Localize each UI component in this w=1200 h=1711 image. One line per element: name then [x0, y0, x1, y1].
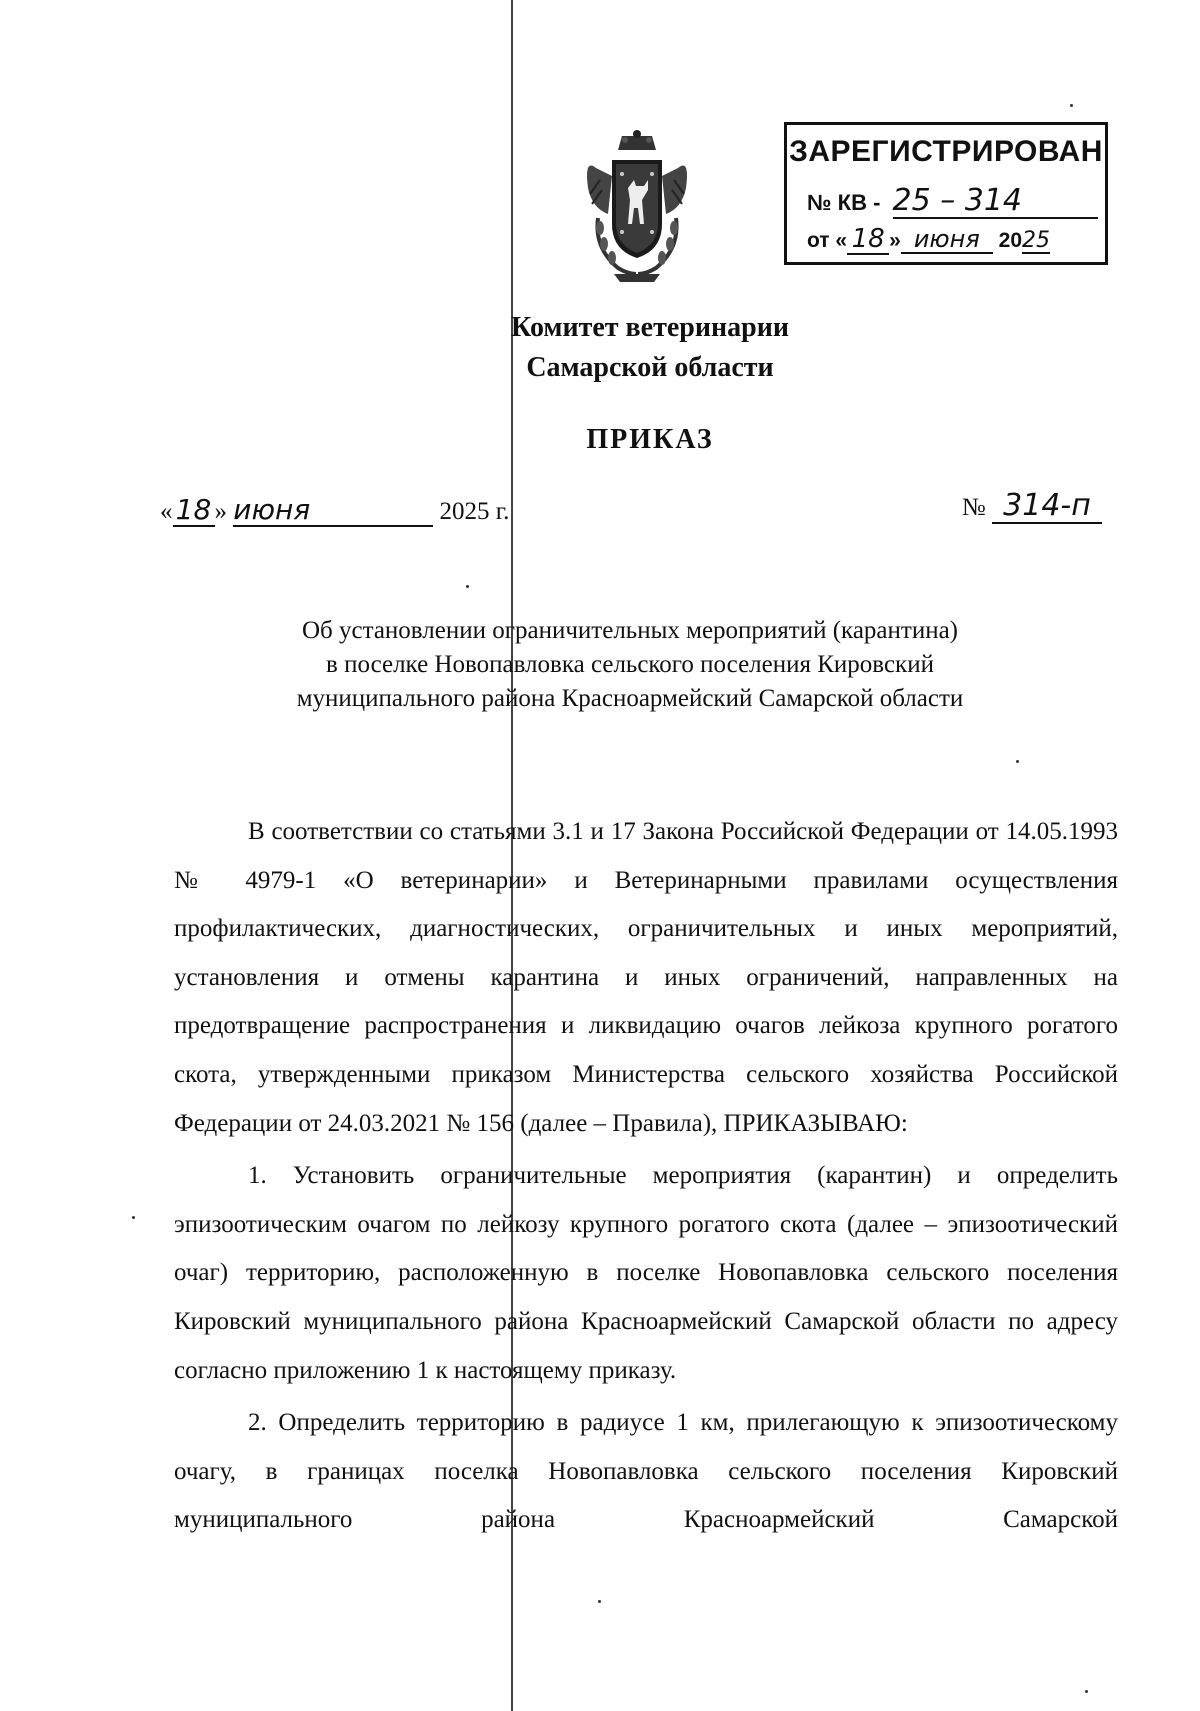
order-number-prefix: № — [961, 494, 986, 521]
subject-line-1: Об установлении ограничительных мероприятий (карантина) — [301, 617, 959, 644]
stamp-date-month: июня — [913, 225, 980, 253]
stamp-number-value: 25 – 314 — [892, 183, 1023, 218]
stamp-date-mid: » — [889, 229, 901, 252]
subject-line-3: муниципального района Красноармейский Самарской области — [296, 685, 964, 712]
issuer-line-1: Комитет ветеринарии — [511, 312, 789, 343]
date-open-quote: « — [160, 498, 173, 525]
stamp-date-line — [807, 225, 1050, 255]
scan-speck — [1070, 104, 1073, 107]
issuer-heading — [0, 308, 1200, 388]
scan-speck — [1085, 1690, 1088, 1693]
subject-line-2: в поселке Новопавловка сельского поселения Кировский — [326, 651, 934, 678]
document-type-title: ПРИКАЗ — [586, 424, 714, 455]
issuer-line-2: Самарской области — [526, 352, 774, 383]
date-day: 18 — [175, 493, 212, 526]
stamp-date-year-suffix: 25 — [1022, 228, 1050, 253]
stamp-number-prefix: № КВ - — [807, 190, 881, 215]
scan-speck — [1016, 760, 1019, 763]
stamp-date-day: 18 — [851, 224, 885, 254]
scan-speck — [598, 1600, 601, 1603]
stamp-title: ЗАРЕГИСТРИРОВАН — [789, 135, 1103, 168]
coat-of-arms-emblem — [578, 128, 696, 286]
scan-speck — [132, 1216, 135, 1219]
registration-stamp — [784, 122, 1108, 265]
order-date — [160, 495, 509, 527]
date-close-quote: » — [214, 498, 227, 525]
stamp-number-line — [807, 185, 1098, 219]
date-year: 2025 г. — [439, 498, 510, 525]
order-number-value: 314-п — [1003, 488, 1091, 523]
body-paragraph-item-1: 1. Установить ограничительные мероприятия (карантин) и определить эпизоотическим очагом по лейкозу крупного рогатого скота (далее – эпизоотический очаг) территорию, расположенную в поселке Новопавловка сельского поселения Кировский муниципального района Красноармейский Самарской области по адресу согласно приложению 1 к настоящему приказу. — [174, 1162, 1118, 1384]
order-number — [962, 490, 1102, 524]
order-subject — [160, 614, 1100, 716]
body-paragraph-preamble: В соответствии со статьями 3.1 и 17 Закона Российской Федерации от 14.05.1993 № 4979-1 «О ветеринарии» и Ветеринарными правилами осуществления профилактических, диагностических, ограничительных и иных мероприятий, установления и отмены карантина и иных ограничений, направленных на предотвращение распространения и ликвидацию очагов лейкоза крупного рогатого скота, утвержденными приказом Министерства сельского хозяйства Российской Федерации от 24.03.2021 № 156 (далее – Правила), ПРИКАЗЫВАЮ: — [174, 818, 1118, 1137]
stamp-date-year-prefix: 20 — [998, 229, 1022, 252]
date-month: июня — [233, 493, 311, 526]
scan-speck — [466, 585, 469, 588]
body-paragraph-item-2: 2. Определить территорию в радиусе 1 км, прилегающую к эпизоотическому очагу, в границах поселка Новопавловка сельского поселения Кировский муниципального района Красноармейский Самарской — [174, 1409, 1118, 1534]
order-body — [174, 808, 1118, 1549]
stamp-date-prefix: от « — [807, 229, 848, 252]
